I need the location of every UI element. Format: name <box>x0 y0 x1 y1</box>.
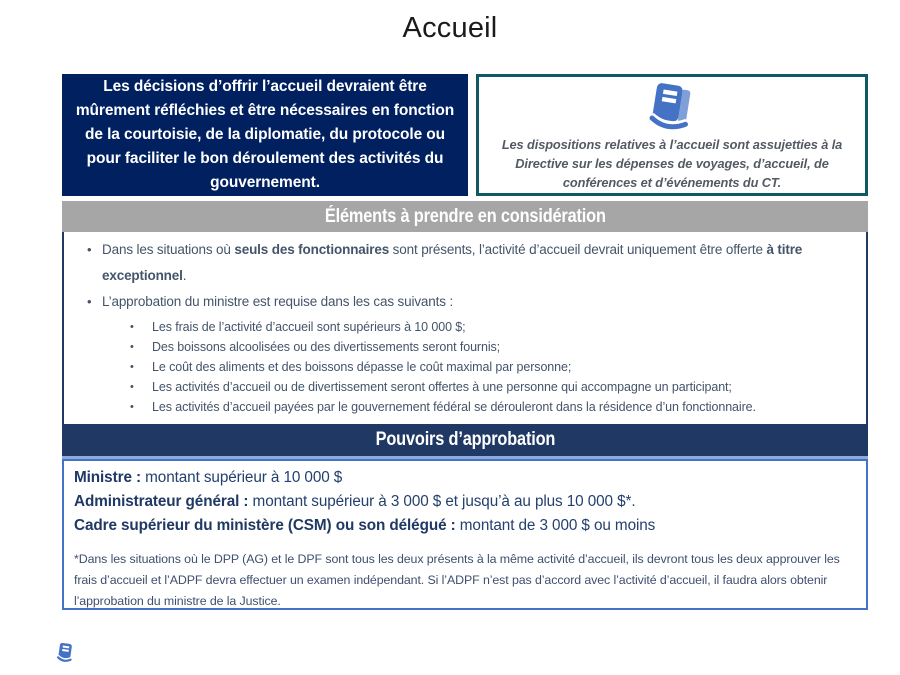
list-item <box>64 317 866 337</box>
intro-box <box>62 74 468 196</box>
directive-text: Les dispositions relatives à l’accueil sont assujetties à la Directive sur les dépenses de voyages, d’accueil, de conférences et d’événements du CT. <box>501 137 843 190</box>
list-item <box>64 357 866 377</box>
list-item <box>64 397 866 417</box>
bullet-icon: • <box>87 294 92 309</box>
page-title: Accueil <box>402 12 498 44</box>
bullet-icon: • <box>130 401 134 413</box>
approval-label: Cadre supérieur du ministère (CSM) ou son délégué : <box>74 517 456 534</box>
bullet-icon: • <box>130 361 134 373</box>
approval-box <box>62 459 868 610</box>
approval-value: montant supérieur à 3 000 $ et jusqu’à au plus 10 000 $*. <box>248 493 636 510</box>
bullet-text: Dans les situations où seuls des fonctionnaires sont présents, l’activité d’accueil devrait uniquement être offerte à titre exceptionnel. <box>102 242 803 283</box>
footer-book-icon <box>57 642 75 663</box>
approval-header-label: Pouvoirs d’approbation <box>375 429 555 450</box>
bullet-text: Les activités d’accueil payées par le gouvernement fédéral se dérouleront dans la résidence d’un fonctionnaire. <box>152 400 756 414</box>
approval-value: montant de 3 000 $ ou moins <box>455 517 656 534</box>
bullet-list <box>64 237 866 315</box>
list-item <box>64 337 866 357</box>
approval-header-banner <box>62 424 868 459</box>
considerations-header-banner <box>62 201 868 232</box>
considerations-header-label: Éléments à prendre en considération <box>324 205 606 227</box>
approval-label: Ministre : <box>74 469 141 486</box>
intro-text: Les décisions d’offrir l’accueil devraient être mûrement réfléchies et être nécessaires en fonction de la courtoisie, de la diplomatie, du protocole ou pour faciliter le bon déroulement des activités du gouvernement. <box>75 78 455 191</box>
sub-bullet-list <box>64 317 866 417</box>
bullet-icon: • <box>130 321 134 333</box>
book-icon <box>489 79 855 135</box>
bullet-text: L’approbation du ministre est requise dans les cas suivants : <box>102 294 454 309</box>
approval-line <box>74 490 854 514</box>
approval-line <box>74 514 854 538</box>
directive-box <box>476 74 868 196</box>
bullet-text: Des boissons alcoolisées ou des divertissements seront fournis; <box>152 340 501 354</box>
approval-footnote: *Dans les situations où le DPP (AG) et le DPF sont tous les deux présents à la même activité d’accueil, ils devront tous les deux approuver les frais d’accueil et l’ADPF devra effectuer un examen indépendant. Si l’ADPF n’est pas d’accord avec l’activité d’accueil, il faudra alors obtenir l’approbation du ministre de la Justice. <box>74 552 840 608</box>
list-item <box>64 237 866 289</box>
approval-label: Administrateur général : <box>74 493 249 510</box>
list-item <box>64 289 866 315</box>
considerations-body <box>62 232 868 424</box>
approval-line <box>74 466 854 490</box>
approval-value: montant supérieur à 10 000 $ <box>141 469 343 486</box>
bullet-icon: • <box>130 341 134 353</box>
bullet-icon: • <box>130 381 134 393</box>
bullet-text: Les activités d’accueil ou de divertissement seront offertes à une personne qui accompagne un participant; <box>152 380 732 394</box>
bullet-icon: • <box>87 242 92 257</box>
bullet-text: Le coût des aliments et des boissons dépasse le coût maximal par personne; <box>152 360 572 374</box>
list-item <box>64 377 866 397</box>
bullet-text: Les frais de l’activité d’accueil sont supérieurs à 10 000 $; <box>152 320 466 334</box>
